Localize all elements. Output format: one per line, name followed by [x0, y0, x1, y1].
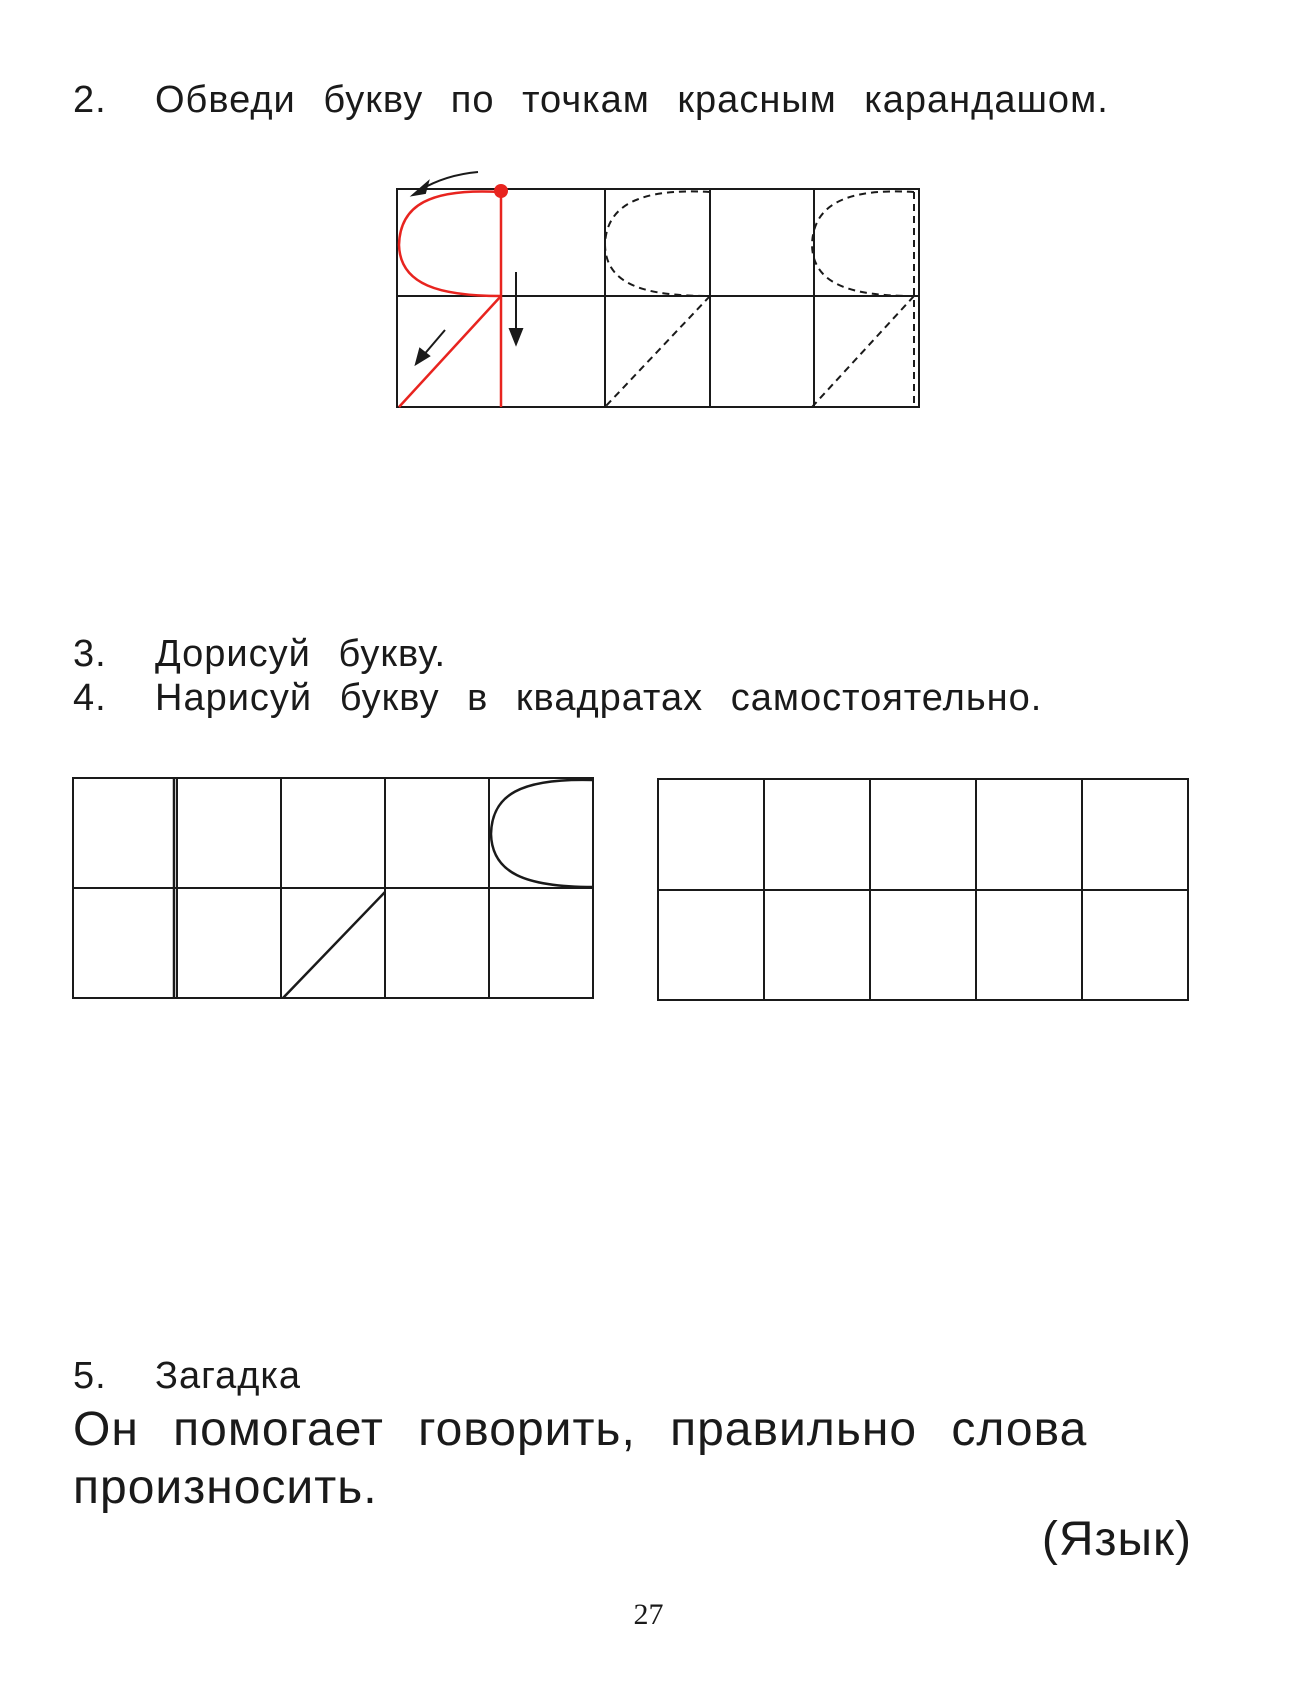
dashed-letter-ya	[605, 191, 710, 407]
task-number: 3.	[73, 633, 107, 675]
arrowhead-icon	[510, 329, 522, 344]
tracing-grid-frame	[397, 189, 919, 407]
task-5-heading	[73, 1354, 301, 1398]
start-dot	[494, 184, 508, 198]
dashed-letter-ya	[812, 191, 914, 407]
dashed-leg	[812, 296, 914, 407]
task-text: Дорисуй букву.	[155, 633, 447, 675]
riddle-line: произносить.	[73, 1461, 378, 1514]
task-number: 2.	[73, 79, 107, 121]
tracing-grid	[397, 189, 919, 407]
empty-grid	[658, 779, 1188, 1000]
letter-leg-stroke	[399, 296, 501, 407]
riddle-line: Он помогает говорить, правильно слова	[73, 1403, 1088, 1456]
task-number: 5.	[73, 1355, 107, 1397]
dashed-bowl	[605, 191, 710, 296]
task-number: 4.	[73, 677, 107, 719]
page-number: 27	[633, 1598, 664, 1631]
task-3-instruction	[73, 632, 446, 676]
partial-bowl	[491, 780, 593, 887]
direction-arrows	[413, 172, 522, 364]
dashed-bowl	[812, 191, 914, 296]
completion-grid	[73, 778, 593, 998]
task-text: Нарисуй букву в квадратах самостоятельно.	[155, 677, 1043, 719]
task-4-instruction	[73, 676, 1042, 720]
task-text: Загадка	[155, 1355, 302, 1397]
riddle-answer: (Язык)	[1041, 1513, 1192, 1566]
task-text: Обведи букву по точкам красным карандашом.	[155, 79, 1109, 121]
partial-leg	[283, 892, 385, 998]
dashed-leg	[605, 296, 710, 407]
letter-bowl-stroke	[399, 191, 501, 296]
